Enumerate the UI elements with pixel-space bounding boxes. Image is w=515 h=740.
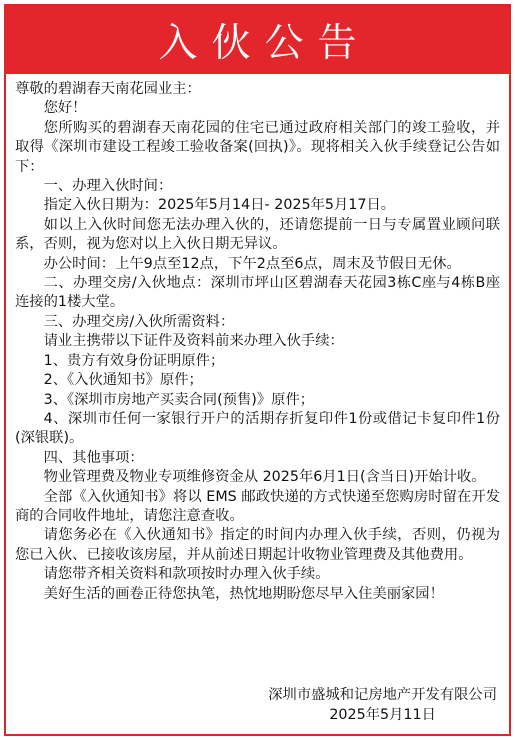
paragraph-reminder: 请您带齐相关资料和款项按时办理入伙手续。 xyxy=(43,566,330,583)
announcement-title: 入伙公告 xyxy=(158,21,371,66)
paragraph-property-fees: 物业管理费及物业专项维修资金从 2025年6月1日(含当日)开始计收。 xyxy=(43,469,486,486)
section-heading-location: 二、办理交房/入伙地点：深圳市坪山区碧湖春天花园3栋C座与4栋B座连接的1楼大堂。 xyxy=(15,275,500,311)
section-heading-time: 一、办理入伙时间： xyxy=(43,178,173,195)
list-item-bank-copy: 4、深圳市任何一家银行开户的活期存折复印件1份或借记卡复印件1份(深银联)。 xyxy=(15,410,500,447)
signature-block xyxy=(268,686,497,725)
paragraph-ems-delivery: 全部《入伙通知书》将以 EMS 邮政快递的方式快递至您购房时留在开发商的合同收件地址，请您注意查收。 xyxy=(15,488,500,524)
list-item-id: 1、贵方有效身份证明原件； xyxy=(43,352,225,369)
list-item-contract: 3、《深圳市房地产买卖合同(预售)》原件； xyxy=(43,391,315,408)
title-banner xyxy=(6,6,509,74)
paragraph-bring-documents: 请业主携带以下证件及资料前来办理入伙手续： xyxy=(43,333,344,350)
paragraph-office-hours: 办公时间：上午9点至12点，下午2点至6点，周末及节假日无休。 xyxy=(43,255,461,272)
list-item-notice: 2、《入伙通知书》原件； xyxy=(43,372,203,389)
paragraph-closing: 美好生活的画卷正待您执笔，热忱地期盼您尽早入住美丽家园！ xyxy=(43,585,444,602)
paragraph-deadline: 请您务必在《入伙通知书》指定的时间内办理入伙手续，否则，仍视为您已入伙、已接收该房屋，并从前述日期起计收物业管理费及其他费用。 xyxy=(15,527,500,563)
announcement-body xyxy=(6,74,509,604)
section-heading-documents: 三、办理交房/入伙所需资料： xyxy=(43,313,235,330)
paragraph-contact-advisor: 如以上入伙时间您无法办理入伙的，还请您提前一日与专属置业顾问联系，否则，视为您对以上入伙日期无异议。 xyxy=(15,216,500,253)
company-name: 深圳市盛城和记房地产开发有限公司 xyxy=(268,687,497,704)
paragraph-intro: 您所购买的碧湖春天南花园的住宅已通过政府相关部门的竣工验收，并取得《深圳市建设工程竣工验收备案(回执)》。现将相关入伙手续登记公告如下： xyxy=(15,119,500,175)
paragraph-move-in-date: 指定入伙日期为：2025年5月14日- 2025年5月17日。 xyxy=(43,197,396,214)
announcement-frame xyxy=(4,4,511,736)
signature-date: 2025年5月11日 xyxy=(329,706,436,723)
section-heading-other: 四、其他事项： xyxy=(43,449,144,466)
greeting: 您好！ xyxy=(43,100,87,117)
salutation: 尊敬的碧湖春天南花园业主： xyxy=(15,81,201,97)
